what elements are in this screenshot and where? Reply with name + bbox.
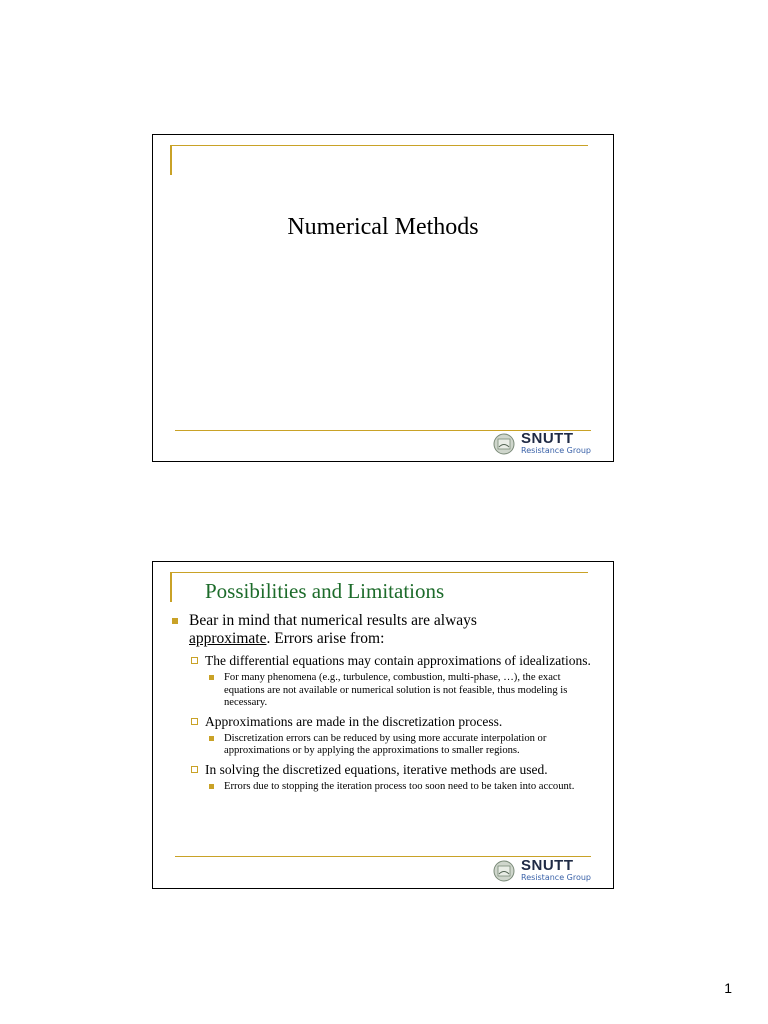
gold-top-rule [170, 145, 588, 146]
bullet-level2: Approximations are made in the discretization process. [169, 714, 601, 730]
bullet-level2: The differential equations may contain approximations of idealizations. [169, 653, 601, 669]
logo-brand: SNUTT [521, 857, 574, 874]
slide-title: Numerical Methods [287, 214, 479, 240]
gold-top-rule [170, 572, 588, 573]
square-bullet-icon [209, 675, 214, 680]
logo-group: Resistance Group [521, 873, 592, 882]
slide-content [169, 612, 601, 797]
hollow-square-bullet-icon [191, 766, 198, 773]
slide-title: Possibilities and Limitations [205, 579, 445, 603]
bullet-level3: For many phenomena (e.g., turbulence, combustion, multi-phase, …), the exact equations are not available or numerical solution is not feasible, thus modeling is necessary. [169, 672, 601, 710]
snutt-logo [493, 431, 605, 457]
bullet-level2: In solving the discretized equations, iterative methods are used. [169, 762, 601, 778]
square-bullet-icon [209, 736, 214, 741]
bullet-level3: Errors due to stopping the iteration process too soon need to be taken into account. [169, 781, 601, 794]
square-bullet-icon [172, 618, 178, 624]
square-bullet-icon [209, 784, 214, 789]
hollow-square-bullet-icon [191, 657, 198, 664]
snutt-emblem-icon [493, 860, 515, 882]
snutt-logo [493, 858, 605, 884]
gold-corner-vertical [170, 145, 172, 175]
logo-group: Resistance Group [521, 446, 592, 455]
slide-2 [152, 561, 614, 889]
bullet-level1: Bear in mind that numerical results are always approximate. Errors arise from: [169, 612, 601, 648]
bullet-level3: Discretization errors can be reduced by using more accurate interpolation or approximations or by applying the approximations to smaller regions. [169, 733, 601, 758]
gold-corner-vertical [170, 572, 172, 602]
logo-brand: SNUTT [521, 430, 574, 447]
page-number: 1 [724, 980, 732, 996]
snutt-emblem-icon [493, 433, 515, 455]
slide-1 [152, 134, 614, 462]
hollow-square-bullet-icon [191, 718, 198, 725]
